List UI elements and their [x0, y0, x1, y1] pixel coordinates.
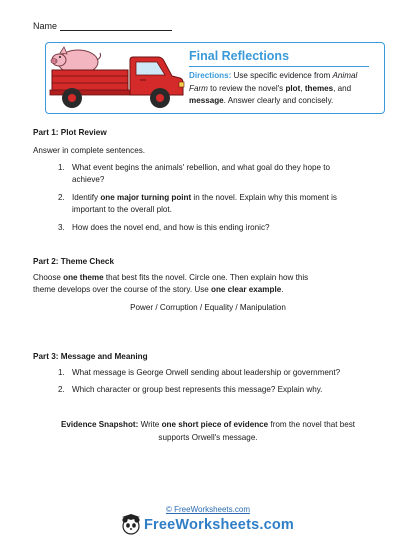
- text-run: theme develops over the course of the story. Use: [33, 284, 212, 294]
- item-number: 1.: [58, 368, 65, 377]
- list-item: [58, 162, 388, 188]
- item-text: important to the overall plot.: [72, 205, 172, 214]
- list-item: [58, 192, 388, 218]
- theme-options[interactable]: Power / Corruption / Equality / Manipulation: [130, 303, 286, 312]
- text-run: from the novel that best: [268, 420, 356, 429]
- directions-text: [189, 70, 377, 108]
- directions-part: Use specific evidence from: [231, 71, 333, 80]
- emphasis: one major turning point: [100, 193, 192, 202]
- item-number: 2.: [58, 193, 65, 202]
- directions-part: , and: [333, 83, 352, 93]
- name-blank[interactable]: [60, 22, 172, 31]
- site-logo[interactable]: [118, 514, 294, 536]
- item-text: What event begins the animals' rebellion, and what goal do they hope to: [72, 163, 331, 172]
- title-divider: [189, 66, 369, 67]
- directions-keyword: message: [189, 96, 224, 105]
- list-item: [58, 367, 398, 381]
- directions-part: ,: [300, 83, 305, 93]
- part1-heading: Part 1: Plot Review: [33, 128, 107, 137]
- emphasis: one short piece of evidence: [161, 420, 269, 429]
- text-run: that best fits the novel. Circle one. Then explain how this: [103, 273, 309, 282]
- name-label: Name: [33, 21, 58, 31]
- directions-part: . Answer clearly and concisely.: [223, 96, 334, 105]
- book-title: Animal Farm: [189, 71, 358, 93]
- evidence-snapshot: [0, 419, 416, 444]
- logo-text: FreeWorksheets.com: [144, 517, 295, 533]
- instruction-line: [33, 284, 383, 296]
- directions-keyword: themes: [304, 83, 334, 93]
- item-number: 3.: [58, 223, 65, 232]
- evidence-line: supports Orwell's message.: [158, 432, 258, 442]
- part2-instructions: [33, 272, 383, 295]
- evidence-label: Evidence Snapshot:: [60, 420, 139, 429]
- directions-label: Directions:: [189, 71, 232, 80]
- panda-icon: [118, 514, 144, 536]
- item-number: 1.: [58, 163, 65, 172]
- item-text: Which character or group best represents this message? Explain why.: [72, 385, 323, 394]
- text-run: Choose: [33, 273, 64, 282]
- directions-part: to review the novel's: [207, 83, 286, 93]
- worksheet-title: Final Reflections: [189, 49, 290, 63]
- text-run: in the novel. Explain why this moment is: [191, 193, 337, 202]
- text-run: Identify: [72, 193, 101, 202]
- instruction-line: [33, 272, 383, 284]
- footer-link[interactable]: © FreeWorksheets.com: [166, 505, 250, 514]
- item-text: achieve?: [72, 175, 105, 184]
- emphasis: one theme: [63, 273, 104, 282]
- name-field: [33, 21, 172, 31]
- item-number: 2.: [58, 385, 65, 394]
- part2-heading: Part 2: Theme Check: [33, 257, 114, 266]
- item-text: How does the novel end, and how is this ending ironic?: [72, 223, 270, 232]
- evidence-line: [0, 419, 416, 432]
- list-item: [58, 384, 398, 398]
- directions-keyword: plot: [285, 83, 301, 93]
- part3-heading: Part 3: Message and Meaning: [33, 352, 148, 361]
- item-text: [72, 192, 337, 204]
- emphasis: one clear example: [211, 284, 282, 294]
- text-run: .: [281, 284, 284, 294]
- pig-truck-illustration: [48, 38, 186, 114]
- item-text: What message is George Orwell sending about leadership or government?: [72, 368, 341, 377]
- part1-intro: Answer in complete sentences.: [33, 146, 146, 155]
- list-item: [58, 222, 388, 236]
- text-run: Write: [138, 420, 162, 429]
